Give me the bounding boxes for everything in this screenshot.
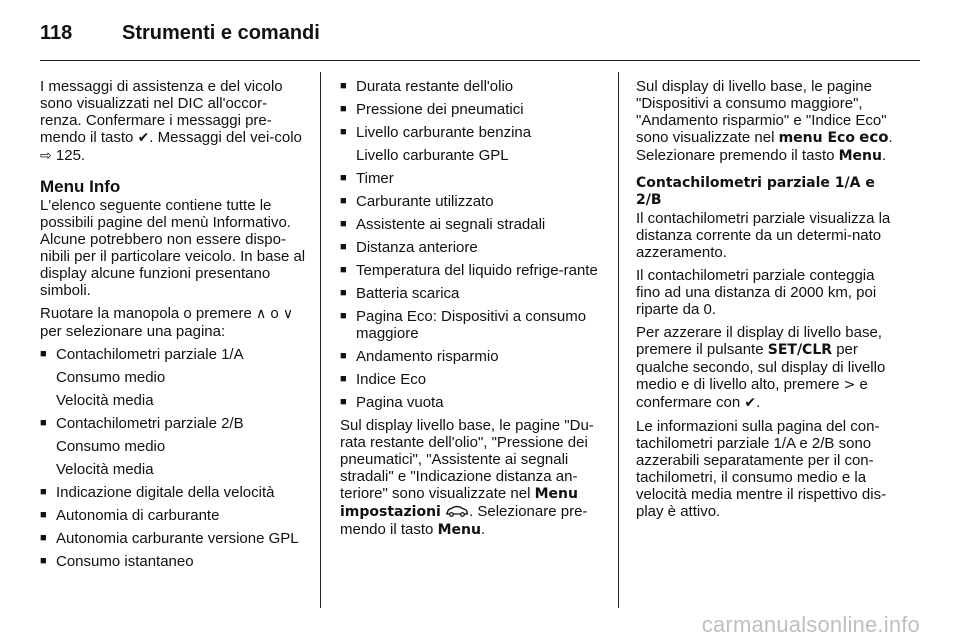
list-item: ■ Pagina vuota [340,394,606,411]
watermark: carmanualsonline.info [701,612,920,637]
list-item: ■ Pressione dei pneumatici [340,101,606,118]
chevron-up-icon: ∧ [255,306,267,322]
page-number: 118 [40,22,73,44]
info-pages-list-1 [40,346,306,570]
list-item: ■ Andamento risparmio [340,348,606,365]
trip-odometer-paragraph-2: Il contachilometri parziale conteggia fino ad una distanza di 2000 km, poi riparte da 0. [636,267,877,318]
column-divider-1 [320,72,321,608]
column-1 [40,78,306,576]
menu-settings-label: Menu impostazioni [340,486,578,520]
chevron-right-icon: > [843,377,856,393]
list-item: ■ Indice Eco [340,371,606,388]
list-item: ■ Contachilometri parziale 2/B [40,415,306,432]
list-item: Consumo medio [56,369,166,386]
list-item: ■ Indicazione digitale della velocità [40,484,306,501]
list-item: ■ Assistente ai segnali stradali [340,216,606,233]
column-3 [636,78,902,526]
list-item: ■ Durata restante dell'olio [340,78,606,95]
list-item: ■ Carburante utilizzato [340,193,606,210]
list-item: ■ Autonomia di carburante [40,507,306,524]
menu-info-intro: L'elenco seguente contiene tutte le possibili pagine del menù Informativo. Alcune potrebbero non essere dispo-nibili per il particolare veicolo. In base al display alcune funzioni presentano simboli. [40,197,306,299]
trip-odometer-subheading: Contachilometri parziale 1/A e 2/B [636,175,875,208]
header-rule [40,60,920,61]
list-item: ■ Temperatura del liquido refrige-rante [340,262,606,279]
list-item: ■ Batteria scarica [340,285,606,302]
column-divider-2 [618,72,619,608]
page-header [40,14,920,58]
car-settings-icon [445,503,469,520]
list-item: Livello carburante GPL [356,147,509,164]
list-item: Velocità media [56,392,154,409]
menu-info-heading: Menu Info [40,177,121,196]
list-item: ■ Contachilometri parziale 1/A [40,346,306,363]
chevron-down-icon: ∨ [282,306,294,322]
page-title: Strumenti e comandi [122,22,320,44]
list-item: ■ Livello carburante benzina [340,124,606,141]
menu-button-label: Menu [838,148,882,164]
list-item: Consumo medio [56,438,166,455]
page-ref-arrow-icon: ⇨ [40,148,52,164]
set-clr-button-label: SET/CLR [767,342,833,358]
eco-icon: eco [859,128,889,146]
trip-odometer-paragraph-3: Le informazioni sulla pagina del con-tachilometri parziale 1/A e 2/B sono azzerabili separatamente per il con-tachilometri, il consumo medio e la velocità media mentre il rispettivo dis-play è attivo. [636,418,887,520]
rotate-knob-paragraph: Ruotare la manopola o premere ∧ o ∨ per selezionare una pagina: [40,305,294,340]
list-item: ■ Distanza anteriore [340,239,606,256]
trip-odometer-paragraph-1: Il contachilometri parziale visualizza la distanza corrente da un determi-nato azzeramento. [636,210,891,261]
menu-button-label: Menu [437,522,481,538]
list-item: ■ Autonomia carburante versione GPL [40,530,306,547]
menu-eco-label: menu Eco [778,130,855,146]
check-icon: ✔ [744,395,757,411]
list-item: Velocità media [56,461,154,478]
list-item: ■ Timer [340,170,606,187]
column-2 [340,78,606,545]
eco-pages-paragraph: Sul display di livello base, le pagine "Dispositivi a consumo maggiore", "Andamento risparmio" e "Indice Eco" sono visualizzate nel menu Eco eco. Selezionare premendo il tasto Menu. [636,78,893,164]
list-item: ■ Pagina Eco: Dispositivi a consumo maggiore [340,308,606,342]
check-icon: ✔ [137,130,150,146]
reset-instructions-paragraph: Per azzerare il display di livello base, premere il pulsante SET/CLR per qualche secondo, sul display di livello medio e di livello alto, premere > e confermare con ✔. [636,324,886,411]
info-pages-list-2 [340,78,606,411]
base-display-settings-paragraph: Sul display livello base, le pagine "Du-rata restante dell'olio", "Pressione dei pneumatici", "Assistente ai segnali stradali" e "Indicazione distanza an-teriore" sono visualizzate nel Menu impostazioni . Selezionare pre-mendo il tasto Menu. [340,417,594,538]
assist-messages-paragraph: I messaggi di assistenza e del vicolo sono visualizzati nel DIC all'occor-renza. Confermare i messaggi pre-mendo il tasto ✔. Messaggi del vei-colo ⇨ 125. [40,78,302,164]
list-item: ■ Consumo istantaneo [40,553,306,570]
